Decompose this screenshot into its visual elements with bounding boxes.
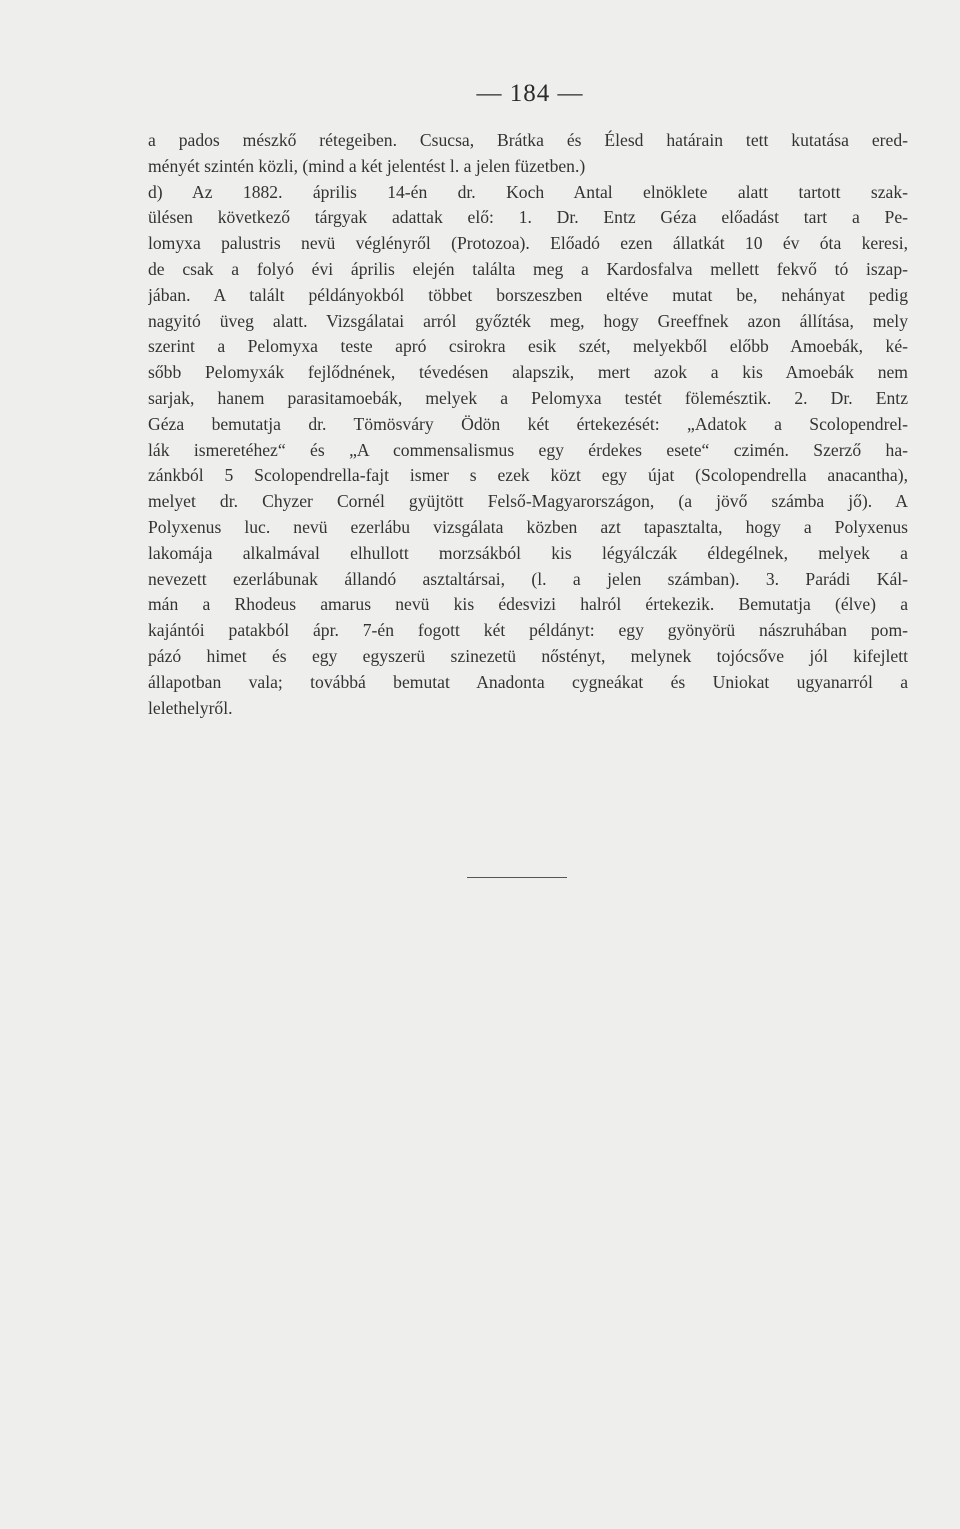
text-line: lakomája alkalmával elhullott morzsákból kis légyálczák éldegélnek, melyek a <box>148 542 908 563</box>
page-number: — 184 — <box>476 80 584 107</box>
text-line: lomyxa palustris nevü véglényről (Protozoa). Előadó ezen állatkát 10 év óta keresi, <box>148 233 908 254</box>
text-line: sarjak, hanem parasitamoebák, melyek a Pelomyxa testét fölemésztik. 2. Dr. Entz <box>148 387 908 408</box>
text-line: jában. A talált példányokból többet borszeszben eltéve mutat be, nehányat pedig <box>148 284 908 305</box>
section-divider <box>467 877 567 878</box>
text-line: melyet dr. Chyzer Cornél gyüjtött Felső-Magyarországon, (a jövő számba jő). A <box>148 491 908 512</box>
text-line: de csak a folyó évi április elején találta meg a Kardosfalva mellett fekvő tó iszap- <box>148 258 908 279</box>
text-line: a pados mészkő rétegeiben. Csucsa, Brátka és Élesd határain tett kutatása ered- <box>148 130 908 150</box>
text-line: pázó himet és egy egyszerü szinezetü nőstényt, melynek tojócsőve jól kifejlett <box>148 645 908 666</box>
text-line: ülésen következő tárgyak adattak elő: 1. Dr. Entz Géza előadást tart a Pe- <box>148 207 908 228</box>
text-line: szerint a Pelomyxa teste apró csirokra esik szét, melyekből előbb Amoebák, ké- <box>148 336 908 357</box>
body-text <box>148 128 908 721</box>
text-line: zánkból 5 Scolopendrella-fajt ismer s ezek közt egy újat (Scolopendrella anacantha), <box>148 465 908 486</box>
text-line: Géza bemutatja dr. Tömösváry Ödön két értekezését: „Adatok a Scolopendrel- <box>148 413 908 434</box>
text-line: sőbb Pelomyxák fejlődnének, tévedésen alapszik, mert azok a kis Amoebák nem <box>148 362 908 383</box>
text-line: mán a Rhodeus amarus nevü kis édesvizi halról értekezik. Bemutatja (élve) a <box>148 594 908 615</box>
text-line: Polyxenus luc. nevü ezerlábu vizsgálata közben azt tapasztalta, hogy a Polyxenus <box>148 516 908 537</box>
text-line: lelethelyről. <box>148 697 233 718</box>
text-line: állapotban vala; továbbá bemutat Anadonta cygneákat és Uniokat ugyanarról a <box>148 671 908 692</box>
text-line: nevezett ezerlábunak állandó asztaltársai, (l. a jelen számban). 3. Parádi Kál- <box>148 568 908 589</box>
text-line: nagyitó üveg alatt. Vizsgálatai arról győzték meg, hogy Greeffnek azon állítása, mely <box>148 310 908 331</box>
text-line: lák ismeretéhez“ és „A commensalismus egy érdekes esete“ czimén. Szerző ha- <box>148 439 908 460</box>
text-line: d) Az 1882. április 14-én dr. Koch Antal elnöklete alatt tartott szak- <box>148 181 908 202</box>
text-line: kajántói patakból ápr. 7-én fogott két példányt: egy gyönyörü nászruhában pom- <box>148 620 908 641</box>
text-line: ményét szintén közli, (mind a két jelentést l. a jelen füzetben.) <box>148 155 586 176</box>
